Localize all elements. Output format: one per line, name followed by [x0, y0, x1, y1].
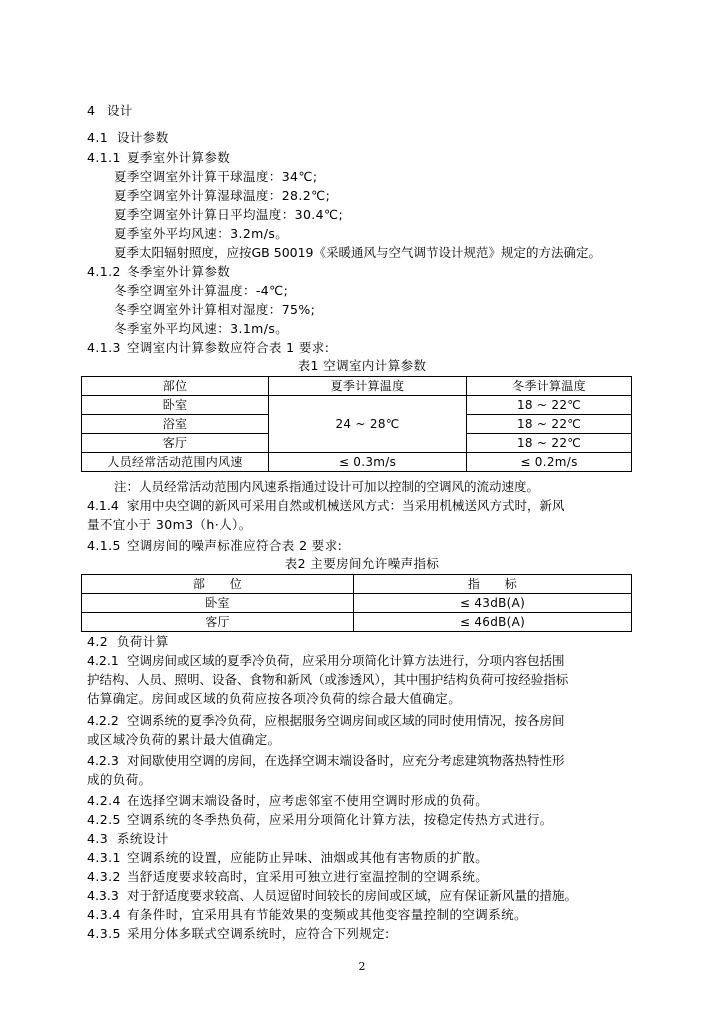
- list-item: 夏季室外平均风速：3.2m/s。: [114, 226, 289, 241]
- summer-temp-cell: 24 ~ 28℃: [269, 396, 467, 453]
- clause-paragraph: 4.1.3 空调室内计算参数应符合表 1 要求:: [87, 340, 330, 355]
- noise-limits-table: [81, 574, 632, 632]
- clause-paragraph: 4.3.3 对于舒适度要求较高、人员逗留时间较长的房间或区域，应有保证新风量的措施。: [87, 888, 578, 903]
- wind-label-cell: 人员经常活动范围内风速: [82, 453, 269, 472]
- list-item: 冬季空调室外计算温度：-4℃;: [114, 283, 289, 298]
- clause-paragraph: 4.1.5 空调房间的噪声标准应符合表 2 要求:: [87, 538, 343, 553]
- list-item: 夏季太阳辐射照度，应按GB 50019《采暖通风与空气调节设计规范》规定的方法确定。: [114, 245, 602, 260]
- table1-caption: 表1 空调室内计算参数: [297, 358, 427, 373]
- clause-continuation: 或区域冷负荷的累计最大值确定。: [87, 732, 281, 747]
- clause-continuation: 估算确定。房间或区域的负荷应按各项冷负荷的综合最大值确定。: [87, 691, 462, 706]
- table-row: [82, 594, 632, 613]
- header-cell: 冬季计算温度: [467, 377, 632, 396]
- header-cell: 夏季计算温度: [269, 377, 467, 396]
- clause-paragraph: 4.2.1 空调房间或区域的夏季冷负荷，应采用分项简化计算方法进行，分项内容包括围: [87, 653, 565, 668]
- clause-paragraph: 4.2.2 空调系统的夏季冷负荷，应根据服务空调房间或区域的同时使用情况，按各房间: [87, 713, 565, 728]
- room-cell: 客厅: [82, 613, 354, 632]
- clause-paragraph: 4.3.1 空调系统的设置，应能防止异味、油烟或其他有害物质的扩散。: [87, 850, 489, 865]
- wind-winter-cell: ≤ 0.2m/s: [467, 453, 632, 472]
- winter-temp-cell: 18 ~ 22℃: [467, 415, 632, 434]
- clause-paragraph: 4.2.5 空调系统的冬季热负荷，应采用分项简化计算方法，按稳定传热方式进行。: [87, 812, 553, 827]
- room-cell: 客厅: [82, 434, 269, 453]
- subsection-heading: 4.3 系统设计: [87, 831, 169, 846]
- header-cell: 部位: [82, 377, 269, 396]
- clause-paragraph: 4.3.2 当舒适度要求较高时，宜采用可独立进行室温控制的空调系统。: [87, 869, 489, 884]
- list-item: 夏季空调室外计算日平均温度：30.4℃;: [114, 207, 344, 222]
- clause-continuation: 量不宜小于 30m3（h·人）。: [87, 517, 252, 532]
- subsection-heading: 4.1 设计参数: [87, 130, 169, 145]
- room-cell: 卧室: [82, 396, 269, 415]
- page-number: 2: [358, 960, 366, 973]
- indoor-parameters-table: [81, 376, 632, 472]
- clause-continuation: 护结构、人员、照明、设备、食物和新风（或渗透风），其中围护结构负荷可按经验指标: [87, 672, 569, 687]
- list-item: 夏季空调室外计算湿球温度：28.2℃;: [114, 188, 331, 203]
- clause-paragraph: 4.3.5 采用分体多联式空调系统时，应符合下列规定:: [87, 926, 390, 941]
- table-note: 注：人员经常活动范围内风速系指通过设计可加以控制的空调风的流动速度。: [114, 479, 540, 494]
- clause-heading: 4.1.2 冬季室外计算参数: [87, 264, 231, 279]
- list-item: 冬季空调室外计算相对湿度：75%;: [114, 302, 316, 317]
- winter-temp-cell: 18 ~ 22℃: [467, 434, 632, 453]
- header-cell: 指 标: [354, 575, 632, 594]
- clause-paragraph: 4.2.4 在选择空调末端设备时，应考虑邻室不使用空调时形成的负荷。: [87, 793, 489, 808]
- wind-summer-cell: ≤ 0.3m/s: [269, 453, 467, 472]
- noise-cell: ≤ 43dB(A): [354, 594, 632, 613]
- list-item: 冬季室外平均风速：3.1m/s。: [114, 321, 289, 336]
- table-row: [82, 613, 632, 632]
- header-cell: 部 位: [82, 575, 354, 594]
- list-item: 夏季空调室外计算干球温度：34℃;: [114, 169, 318, 184]
- clause-continuation: 成的负荷。: [87, 772, 152, 787]
- noise-cell: ≤ 46dB(A): [354, 613, 632, 632]
- room-cell: 浴室: [82, 415, 269, 434]
- table2-caption: 表2 主要房间允许噪声指标: [284, 556, 440, 571]
- clause-paragraph: 4.3.4 有条件时，宜采用具有节能效果的变频或其他变容量控制的空调系统。: [87, 907, 527, 922]
- table-row: [82, 396, 632, 415]
- room-cell: 卧室: [82, 594, 354, 613]
- table-header-row: [82, 377, 632, 396]
- winter-temp-cell: 18 ~ 22℃: [467, 396, 632, 415]
- subsection-heading: 4.2 负荷计算: [87, 634, 169, 649]
- clause-paragraph: 4.2.3 对间歇使用空调的房间，在选择空调末端设备时，应充分考虑建筑物落热特性形: [87, 753, 565, 768]
- clause-paragraph: 4.1.4 家用中央空调的新风可采用自然或机械送风方式：当采用机械送风方式时，新风: [87, 498, 565, 513]
- clause-heading: 4.1.1 夏季室外计算参数: [87, 150, 231, 165]
- section-heading: 4 设计: [87, 103, 133, 118]
- table-header-row: [82, 575, 632, 594]
- table-row: [82, 453, 632, 472]
